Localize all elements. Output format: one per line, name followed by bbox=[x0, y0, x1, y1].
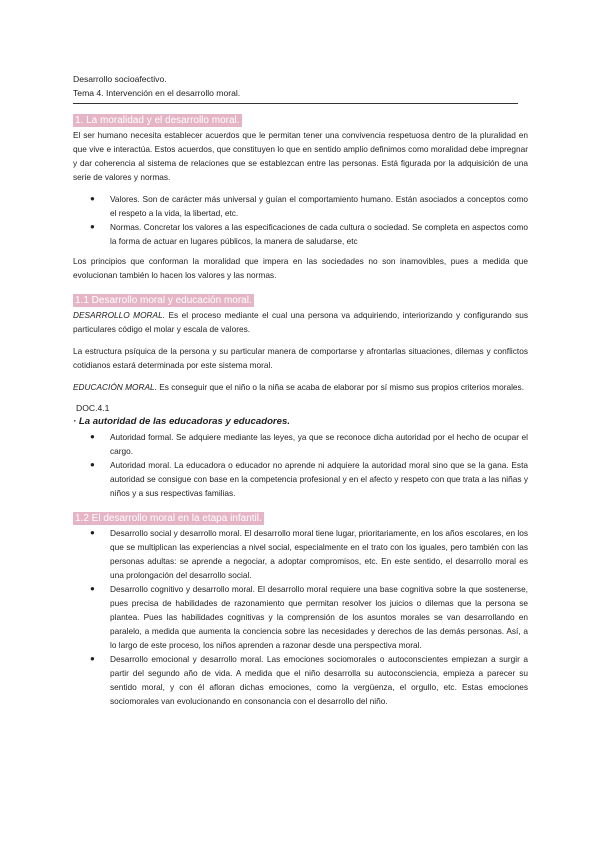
section-1-bullet-list bbox=[73, 192, 528, 248]
list-item: ● Normas. Concretar los valores a las especificaciones de cada cultura o sociedad. Se completa en aspectos como la forma de actuar en lugares públicos, la manera de saludarse, etc bbox=[90, 222, 528, 246]
definition-term: DESARROLLO MORAL. bbox=[73, 310, 165, 320]
header-divider bbox=[73, 103, 518, 104]
section-1-2-title: 1.2 El desarrollo moral en la etapa infantil. bbox=[75, 513, 262, 524]
section-1-1-title: 1.1 Desarrollo moral y educación moral. bbox=[75, 295, 252, 306]
doc-label: DOC.4.1 bbox=[76, 403, 110, 413]
topic-header: Tema 4. Intervención en el desarrollo moral. bbox=[73, 88, 241, 98]
definition-term: EDUCACIÓN MORAL. bbox=[73, 382, 157, 392]
bullet-icon: ● bbox=[90, 432, 95, 441]
definition-desarrollo-moral: DESARROLLO MORAL. Es el proceso mediante el cual una persona va adquiriendo, interiorizando y configurando sus particulares código el molar y escala de valores. bbox=[73, 310, 528, 334]
list-item: ● Desarrollo emocional y desarrollo moral. Las emociones sociomorales o autoconscientes empiezan a surgir a partir del segundo año de vida. A medida que el niño desarrolla su autoconsciencia, empieza a parecer su sentido moral, y con él afloran dichas emociones, como la vergüenza, el orgullo, etc. Estas emociones sociomorales van evolucionando en consonancia con el desarrollo del niño. bbox=[90, 654, 528, 706]
section-1-intro: El ser humano necesita establecer acuerdos que le permitan tener una convivencia respetuosa dentro de la pluralidad en que vive e interactúa. Estos acuerdos, que constituyen lo que en sentido amplio definimos como moralidad debe impregnar y dar coherencia al sistema de relaciones que se establezcan entre las personas. Está figurada por la adquisición de una serie de valores y normas. bbox=[73, 130, 528, 182]
section-1-closing: Los principios que conforman la moralidad que impera en las sociedades no son inamovibles, pues a medida que evolucionan también lo hacen los valores y las normas. bbox=[73, 256, 528, 280]
bullet-icon: ● bbox=[90, 654, 95, 663]
bullet-icon: ● bbox=[90, 194, 95, 203]
list-item: ● Valores. Son de carácter más universal y guían el comportamiento humano. Están asociados a conceptos como el respeto a la vida, la libertad, etc. bbox=[90, 194, 528, 218]
bullet-icon: ● bbox=[90, 528, 95, 537]
document-page bbox=[73, 72, 528, 714]
section-1-2-bullet-list bbox=[73, 526, 528, 708]
doc-title: · La autoridad de las educadoras y educadores. bbox=[73, 416, 290, 427]
subject-header: Desarrollo socioafectivo. bbox=[73, 74, 167, 84]
bullet-icon: ● bbox=[90, 584, 95, 593]
list-item: ● Desarrollo social y desarrollo moral. El desarrollo moral tiene lugar, prioritariamente, en los años escolares, en los que se multiplican las experiencias a nivel social, especialmente en el trato con los iguales, pero también con las personas adultas: se aprende a negociar, a adoptar compromisos, etc. En este sentido, el desarrollo moral es una prolongación del desarrollo social. bbox=[90, 528, 528, 580]
bullet-icon: ● bbox=[90, 222, 95, 231]
section-1-title: 1. La moralidad y el desarrollo moral. bbox=[75, 115, 240, 126]
list-item: ● Desarrollo cognitivo y desarrollo moral. El desarrollo moral requiere una base cognitiva sobre la que sostenerse, pues precisa de habilidades de razonamiento que permitan resolver los juicios o dilemas que la persona se plantea. Pues las habilidades cognitivas y la comprensión de los asuntos morales se van desarrollando en paralelo, a medida que aumenta la conciencia sobre las necesidades y derechos de las demás personas. Así, a lo largo de este proceso, los niños aprenden a razonar desde una perspectiva moral. bbox=[90, 584, 528, 650]
section-1-1-paragraph: La estructura psíquica de la persona y su particular manera de comportarse y afrontarlas situaciones, dilemas y conflictos cotidianos estará determinada por este sistema moral. bbox=[73, 346, 528, 370]
list-item: ● Autoridad formal. Se adquiere mediante las leyes, ya que se reconoce dicha autoridad por el hecho de ocupar el cargo. bbox=[90, 432, 528, 456]
list-item: ● Autoridad moral. La educadora o educador no aprende ni adquiere la autoridad moral sino que se la gana. Esta autoridad se consigue con base en la competencia profesional y en el afecto y respeto con que trata a las niñas y niños y a sus respectivas familias. bbox=[90, 460, 528, 498]
section-1-1-bullet-list bbox=[73, 430, 528, 500]
definition-educacion-moral: EDUCACIÓN MORAL. Es conseguir que el niño o la niña se acaba de elaborar por sí mismo sus propios criterios morales. bbox=[73, 382, 524, 392]
bullet-icon: ● bbox=[90, 460, 95, 469]
